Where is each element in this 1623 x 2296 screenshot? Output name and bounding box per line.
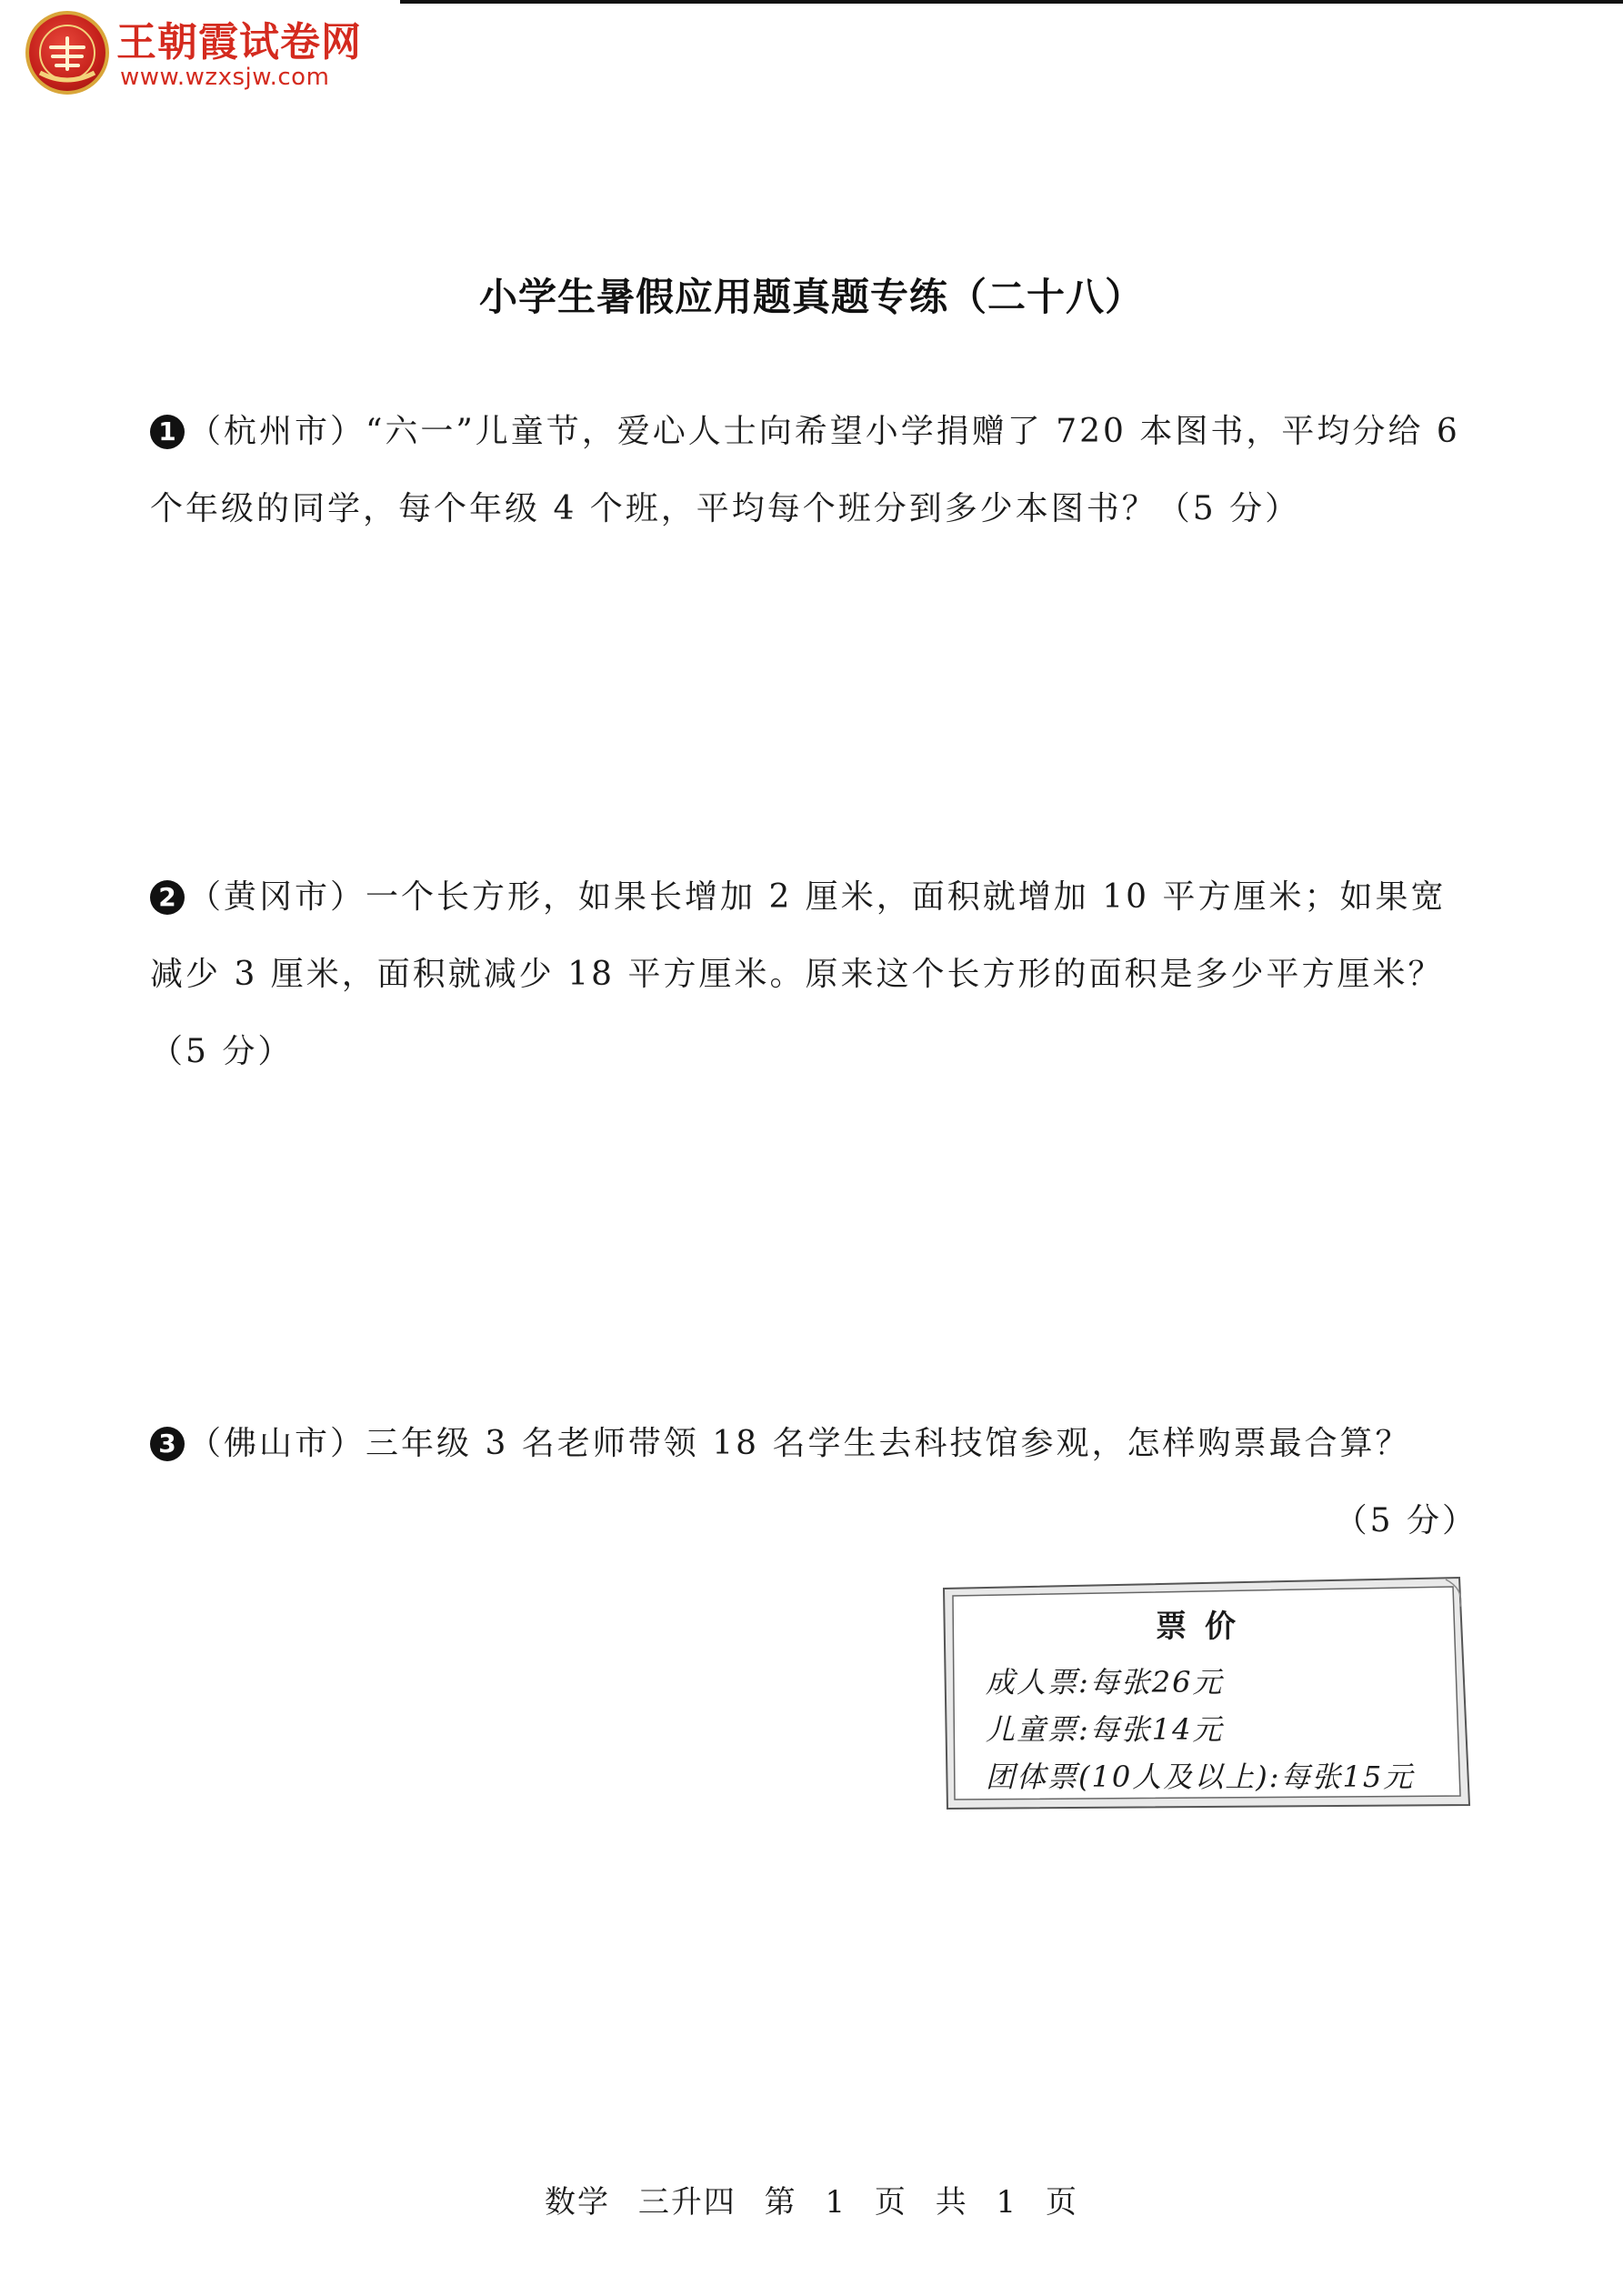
question-1 — [150, 393, 1473, 547]
question-2 — [150, 858, 1473, 1090]
question-text: （佛山市）三年级 3 名老师带领 18 名学生去科技馆参观，怎样购票最合算？ — [188, 1425, 1411, 1462]
page-footer: 数学 三升四 第 1 页 共 1 页 — [545, 2184, 1078, 2221]
ticket-line-child: 儿童票:每张14元 — [986, 1712, 1224, 1747]
question-number-badge: 1 — [150, 415, 185, 449]
ticket-line-adult: 成人票:每张26元 — [986, 1665, 1224, 1699]
logo-url[interactable]: www.wzxsjw.com — [120, 64, 330, 91]
question-text: （黄冈市）一个长方形，如果长增加 2 厘米，面积就增加 10 平方厘米；如果宽减少 3 厘米，面积就减少 18 平方厘米。原来这个长方形的面积是多少平方厘米？（5 分） — [150, 878, 1447, 1070]
question-3 — [150, 1405, 1473, 1482]
top-rule — [400, 0, 1623, 4]
question-text: （杭州市）“六一”儿童节，爱心人士向希望小学捐赠了 720 本图书，平均分给 6 个年级的同学，每个年级 4 个班，平均每个班分到多少本图书？（5 分） — [150, 413, 1460, 527]
ticket-price-card — [937, 1570, 1473, 1814]
ticket-title: 票价 — [1156, 1609, 1254, 1645]
question-number-badge: 3 — [150, 1427, 185, 1461]
ticket-line-group: 团体票(10人及以上):每张15元 — [986, 1760, 1415, 1794]
question-3-score: （5 分） — [1334, 1502, 1478, 1539]
question-number-badge: 2 — [150, 880, 185, 915]
logo-seal-icon — [25, 11, 109, 95]
page-title: 小学生暑假应用题真题专练（二十八） — [478, 275, 1144, 319]
logo-name: 王朝霞试卷网 — [116, 19, 362, 65]
site-logo[interactable] — [25, 7, 407, 107]
